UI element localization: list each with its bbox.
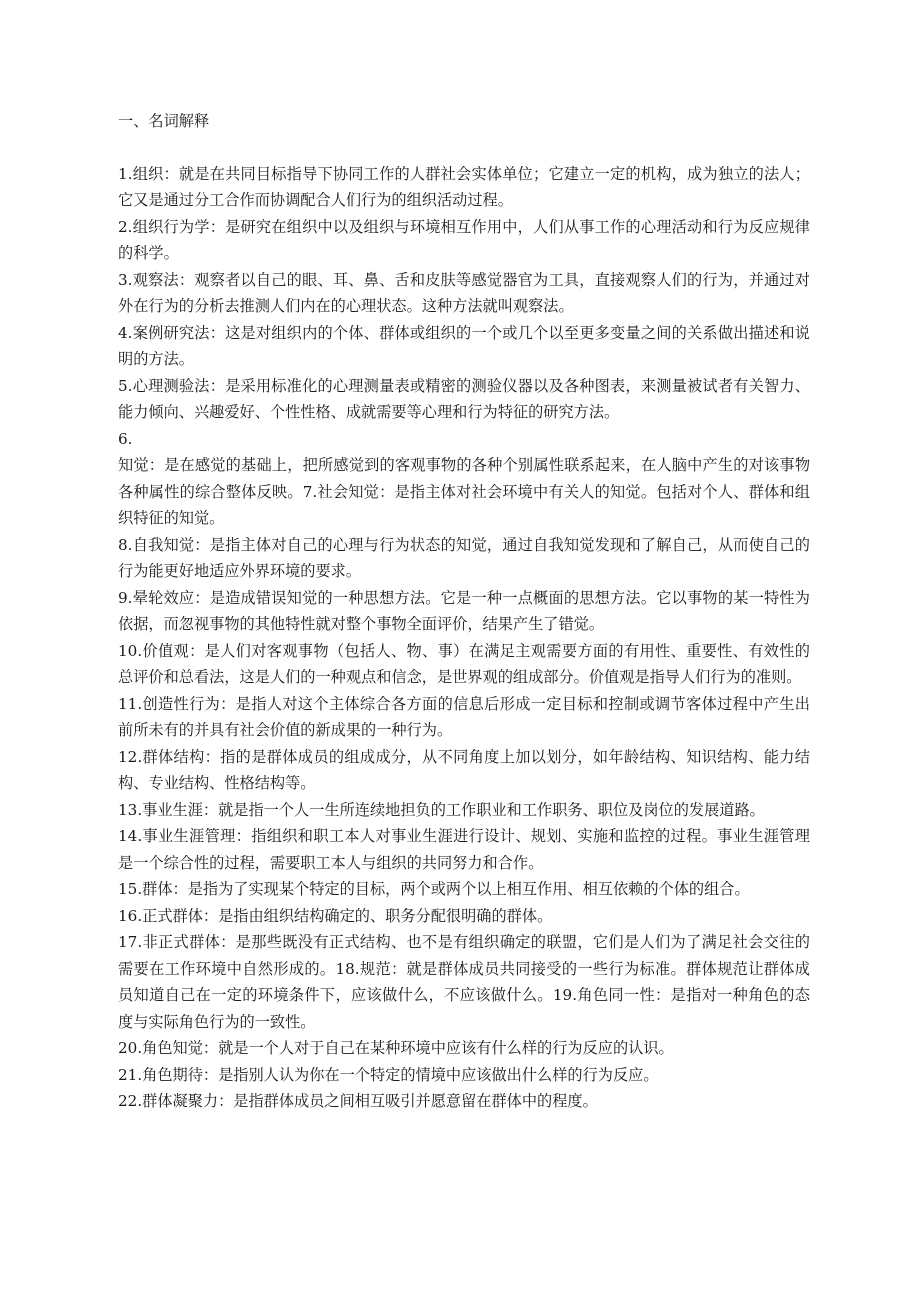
definition-paragraph: 15.群体：是指为了实现某个特定的目标，两个或两个以上相互作用、相互依赖的个体的组合。 [118, 880, 750, 898]
definition-paragraph: 1.组织：就是在共同目标指导下协同工作的人群社会实体单位；它建立一定的机构，成为独立的法人；它又是通过分工合作而协调配合人们行为的组织活动过程。 [118, 164, 810, 209]
definition-paragraph: 10.价值观：是人们对客观事物（包括人、物、事）在满足主观需要方面的有用性、重要性、有效性的总评价和总看法，这是人们的一种观点和信念，是世界观的组成部分。价值观是指导人们行为的准则。 [118, 641, 810, 686]
definition-paragraph: 14.事业生涯管理：指组织和职工本人对事业生涯进行设计、规划、实施和监控的过程。事业生涯管理是一个综合性的过程，需要职工本人与组织的共同努力和合作。 [118, 827, 810, 872]
definition-paragraph: 21.角色期待：是指别人认为你在一个特定的情境中应该做出什么样的行为反应。 [118, 1065, 659, 1084]
definition-paragraph: 知觉：是在感觉的基础上，把所感觉到的客观事物的各种个别属性联系起来，在人脑中产生的对该事物各种属性的综合整体反映。7.社会知觉：是指主体对社会环境中有关人的知觉。包括对个人、群体和组织特征的知觉。 [118, 456, 810, 527]
definition-paragraph: 13.事业生涯：就是指一个人一生所连续地担负的工作职业和工作职务、职位及岗位的发展道路。 [118, 800, 765, 819]
definition-paragraph: 4.案例研究法：这是对组织内的个体、群体或组织的一个或几个以至更多变量之间的关系做出描述和说明的方法。 [118, 323, 810, 368]
definition-paragraph: 6. [118, 429, 133, 448]
definition-paragraph: 20.角色知觉：就是一个人对于自己在某种环境中应该有什么样的行为反应的认识。 [118, 1039, 674, 1057]
definition-paragraph: 2.组织行为学：是研究在组织中以及组织与环境相互作用中，人们从事工作的心理活动和行为反应规律的科学。 [118, 217, 810, 262]
definition-paragraph: 9.晕轮效应：是造成错误知觉的一种思想方法。它是一种一点概面的思想方法。它以事物的某一特性为依据，而忽视事物的其他特性就对整个事物全面评价，结果产生了错觉。 [118, 588, 810, 633]
definition-paragraph: 3.观察法：观察者以自己的眼、耳、鼻、舌和皮肤等感觉器官为工具，直接观察人们的行为，并通过对外在行为的分析去推测人们内在的心理状态。这种方法就叫观察法。 [118, 270, 810, 315]
definition-paragraph: 5.心理测验法：是采用标准化的心理测量表或精密的测验仪器以及各种图表，来测量被试者有关智力、能力倾向、兴趣爱好、个性性格、成就需要等心理和行为特征的研究方法。 [118, 376, 810, 421]
definition-paragraph: 17.非正式群体：是那些既没有正式结构、也不是有组织确定的联盟，它们是人们为了满足社会交往的需要在工作环境中自然形成的。18.规范：就是群体成员共同接受的一些行为标准。群体规范让群体成员知道自己在一定的环境条件下，应该做什么，不应该做什么。19.角色同一性：是指对一种角色的态度与实际角色行为的一致性。 [118, 933, 810, 1031]
definition-paragraph: 16.正式群体：是指由组织结构确定的、职务分配很明确的群体。 [118, 906, 553, 925]
definition-paragraph: 22.群体凝聚力：是指群体成员之间相互吸引并愿意留在群体中的程度。 [118, 1092, 598, 1110]
document-page [118, 108, 810, 1115]
section-heading: 一、名词解释 [118, 112, 210, 130]
definition-paragraph: 8.自我知觉：是指主体对自己的心理与行为状态的知觉，通过自我知觉发现和了解自己，从而使自己的行为能更好地适应外界环境的要求。 [118, 535, 810, 580]
definition-paragraph: 12.群体结构：指的是群体成员的组成成分，从不同角度上加以划分，如年龄结构、知识结构、能力结构、专业结构、性格结构等。 [118, 747, 810, 792]
definition-paragraph: 11.创造性行为：是指人对这个主体综合各方面的信息后形成一定目标和控制或调节客体过程中产生出前所未有的并具有社会价值的新成果的一种行为。 [118, 694, 810, 739]
